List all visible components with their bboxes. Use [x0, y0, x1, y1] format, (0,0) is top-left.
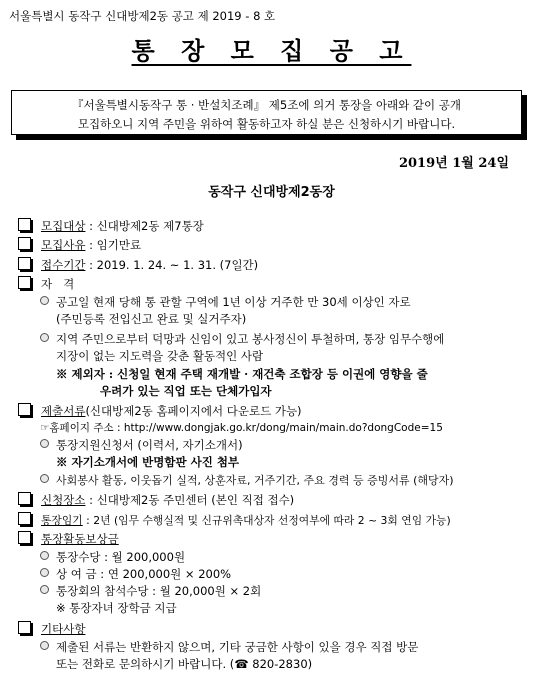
checkbox-icon: [18, 621, 31, 634]
page-title-text: 통 장 모 집 공 고: [131, 36, 412, 65]
bullet-text: 제출된 서류는 반환하지 않으며, 기타 궁금한 사항이 있을 경우 직접 방문: [56, 640, 419, 654]
section-value: : 임기만료: [85, 238, 142, 252]
checkbox-icon: [18, 492, 31, 505]
section-documents: [18, 403, 302, 419]
checkbox-icon: [18, 218, 31, 231]
etc-bullet-1: [40, 639, 530, 673]
bullet-text-cont: 또는 전화로 문의하시기 바랍니다. (☎ 820-2830): [56, 657, 313, 671]
qualification-bullet-2: [40, 331, 530, 365]
bullet-text: 사회봉사 활동, 이웃돕기 실적, 상훈자료, 거주기간, 주요 경력 등 증빙서류 (해당자): [56, 474, 454, 487]
notice-date: 2019년 1월 24일: [398, 156, 509, 171]
section-recruit-target: [18, 218, 204, 234]
section-value: : 2년 (임무 수행실적 및 신규위촉대상자 선정여부에 따라 2 ~ 3회 연임 가능): [82, 514, 451, 527]
bullet-circle-icon: [40, 296, 49, 305]
bullet-circle-icon: [40, 333, 49, 342]
bullet-text: 통장지원신청서 (이력서, 자기소개서): [56, 438, 243, 452]
checkbox-icon: [18, 237, 31, 250]
document-number: 서울특별시 동작구 신대방제2동 공고 제 2019 - 8 호: [9, 9, 276, 23]
scholarship-note: ※ 통장자녀 장학금 지급: [56, 601, 177, 615]
section-qualification: [18, 276, 74, 292]
documents-bullet-1: [40, 437, 530, 454]
section-label: 자 격: [41, 277, 75, 291]
bullet-circle-icon: [40, 641, 49, 650]
bullet-text: 상 여 금 : 연 200,000원 × 200%: [56, 567, 232, 581]
section-compensation: [18, 531, 119, 547]
section-period: [18, 257, 258, 273]
bullet-text: 통장수당 : 월 200,000원: [56, 550, 186, 564]
checkbox-icon: [18, 257, 31, 270]
section-label: 제출서류: [41, 404, 86, 418]
qualification-exclusion: [56, 366, 536, 400]
compensation-bullet-1: [40, 549, 530, 566]
bullet-circle-icon: [40, 585, 49, 594]
homepage-address: ☞홈페이지 주소 : http://www.dongjak.go.kr/dong/main/main.do?dongCode=15: [40, 422, 443, 434]
bullet-text-cont: (주민등록 전입신고 완료 및 실거주자): [56, 312, 247, 326]
bullet-text-cont: 지장이 없는 지도력을 갖춘 활동적인 사람: [56, 349, 264, 363]
exclusion-line-2: 우려가 있는 직업 또는 단체가입자: [100, 384, 272, 398]
bullet-circle-icon: [40, 439, 49, 448]
page-title: [0, 31, 543, 66]
bullet-text: 공고일 현재 당해 통 관할 구역에 1년 이상 거주한 만 30세 이상인 자로: [56, 295, 411, 309]
documents-bullet-2: [40, 472, 530, 489]
section-etc: [18, 621, 85, 637]
issuer-name: 동작구 신대방제2동장: [208, 185, 335, 200]
section-label: 모집대상: [41, 219, 86, 233]
bullet-circle-icon: [40, 551, 49, 560]
section-place: [18, 492, 294, 508]
checkbox-icon: [18, 276, 31, 289]
bullet-text: 통장회의 참석수당 : 월 20,000원 × 2회: [56, 584, 262, 598]
compensation-bullet-2: [40, 566, 530, 583]
exclusion-line-1: ※ 제외자 : 신청일 현재 주택 재개발 · 재건축 조합장 등 이권에 영향을 줄: [56, 367, 428, 381]
section-label: 기타사항: [41, 622, 86, 636]
compensation-bullet-3: [40, 583, 530, 600]
section-value: : 2019. 1. 24. ~ 1. 31. (7일간): [85, 258, 259, 272]
section-term: [18, 512, 451, 528]
checkbox-icon: [18, 512, 31, 525]
checkbox-icon: [18, 531, 31, 544]
notice-box: [11, 90, 522, 135]
bullet-text: 지역 주민으로부터 덕망과 신임이 있고 봉사정신이 투철하며, 통장 임무수행에: [56, 332, 445, 346]
section-note: (신대방제2동 홈페이지에서 다운로드 가능): [85, 404, 302, 418]
section-label: 통장활동보상금: [41, 532, 119, 546]
section-recruit-reason: [18, 237, 141, 253]
section-label: 통장임기: [41, 514, 83, 527]
section-label: 신청장소: [41, 493, 86, 507]
checkbox-icon: [18, 403, 31, 416]
section-value: : 신대방제2동 주민센터 (본인 직접 접수): [85, 493, 295, 507]
qualification-bullet-1: [40, 294, 530, 328]
bullet-circle-icon: [40, 474, 49, 483]
section-label: 모집사유: [41, 238, 86, 252]
bullet-circle-icon: [40, 568, 49, 577]
notice-line-1: 『서울특별시동작구 통 · 반설치조례』 제5조에 의거 통장을 아래와 같이 공개: [71, 98, 462, 112]
documents-photo-note: ※ 자기소개서에 반명함판 사진 첨부: [56, 455, 240, 469]
section-label: 접수기간: [41, 258, 86, 272]
section-value: : 신대방제2동 제7통장: [85, 219, 204, 233]
notice-line-2: 모집하오니 지역 주민을 위하여 활동하고자 하실 분은 신청하시기 바랍니다.: [77, 117, 456, 131]
